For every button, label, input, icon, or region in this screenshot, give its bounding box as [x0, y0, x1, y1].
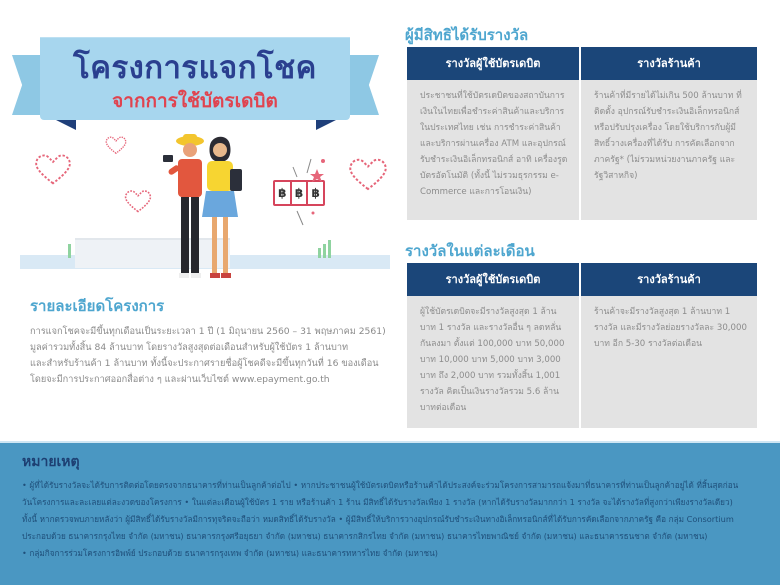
- slot-symbol: ฿: [275, 182, 292, 204]
- table-cell-merchant: ร้านค้าที่มีรายได้ไม่เกิน 500 ล้านบาท ที่ติดตั้ง อุปกรณ์รับชำระเงินอิเล็กทรอนิกส์ หรือปรับปรุงเครื่อง โดยใช้บริการกับผู้มีสิทธิ์วางเครื่องที่ได้รับ การคัดเลือกจากภาครัฐ* (ไม่รวมหน่วยงานภาครัฐ และรัฐวิสาหกิจ): [581, 80, 757, 220]
- table-header-cardholder: รางวัลผู้ใช้บัตรเดบิต: [407, 263, 581, 296]
- sparkle-icon: [285, 155, 335, 235]
- page-title: โครงการแจกโชค: [73, 50, 317, 86]
- couple-illustration: [160, 133, 260, 281]
- plant-decoration: [328, 240, 331, 258]
- plant-decoration: [68, 244, 71, 258]
- details-body: [30, 324, 390, 388]
- table-cell-cardholder: ผู้ใช้บัตรเดบิตจะมีรางวัลสูงสุด 1 ล้านบาท 1 รางวัล และรางวัลอื่น ๆ ลดหลั่นกันลงมา ตั้งแต่ 100,000 บาท 50,000 บาท 10,000 บาท 5,000 บาท 3,000 บาท ถึง 2,000 บาท รวมทั้งสิ้น 1,001 รางวัล คิดเป็นเงินรางวัลรวม 5.6 ล้านบาทต่อเดือน: [407, 296, 581, 428]
- plant-decoration: [318, 248, 321, 258]
- details-heading: รายละเอียดโครงการ: [30, 297, 165, 315]
- table-header-cardholder: รางวัลผู้ใช้บัตรเดบิต: [407, 47, 581, 80]
- hero-illustration: [0, 0, 395, 285]
- eligible-table: [407, 47, 757, 220]
- table-cell-merchant: ร้านค้าจะมีรางวัลสูงสุด 1 ล้านบาท 1 รางวัล และมีรางวัลย่อยรางวัลละ 30,000 บาท อีก 5-30 รางวัลต่อเดือน: [581, 296, 757, 428]
- notes-line: • กลุ่มกิจการร่วมโครงการอิพพ์ย์ ประกอบด้วย ธนาคารกรุงเทพ จำกัด (มหาชน) และธนาคารทหารไทย จำกัด (มหาชน): [22, 548, 438, 558]
- notes-line: วันโครงการและละเลยแต่ละงวดของโครงการ • ในแต่ละเดือนผู้ใช้บัตร 1 ราย หรือร้านค้า 1 ร้าน มีสิทธิ์ได้รับรางวัลเพียง 1 รางวัล (หากได้รับรางวัลมากกว่า 1 รางวัล จะได้รางวัลที่สูงกว่าเพียงรางวัลเดียว): [22, 497, 733, 507]
- notes-heading: หมายเหตุ: [22, 454, 80, 470]
- heart-icon: [348, 156, 388, 192]
- plant-decoration: [323, 244, 326, 258]
- notes-body: [22, 477, 764, 562]
- eligible-heading: ผู้มีสิทธิได้รับรางวัล: [405, 26, 529, 44]
- details-line: โดยจะมีการประกาศออกสื่อต่าง ๆ และผ่านเว็บไซต์ www.epayment.go.th: [30, 374, 330, 385]
- monthly-table: [407, 263, 757, 428]
- notes-line: ประกอบด้วย ธนาคารกรุงไทย จำกัด (มหาชน) ธนาคารกรุงศรีอยุธยา จำกัด (มหาชน) ธนาคารกสิกรไทย จำกัด (มหาชน) ธนาคารไทยพาณิชย์ จำกัด (มหาชน) และธนาคารธนชาต จำกัด (มหาชน): [22, 531, 708, 541]
- table-header-merchant: รางวัลร้านค้า: [581, 263, 757, 296]
- details-line: การแจกโชคจะมีขึ้นทุกเดือนเป็นระยะเวลา 1 ปี (1 มิถุนายน 2560 – 31 พฤษภาคม 2561): [30, 326, 386, 337]
- details-line: และสำหรับร้านค้า 1 ล้านบาท ทั้งนี้จะประกาศรายชื่อผู้โชคดีจะมีขึ้นทุกวันที่ 16 ของเดือน: [30, 358, 379, 369]
- project-details: [30, 294, 390, 388]
- details-line: มูลค่ารวมทั้งสิ้น 84 ล้านบาท โดยรางวัลสูงสุดต่อเดือนสำหรับผู้ใช้บัตร 1 ล้านบาท: [30, 342, 349, 353]
- heart-icon: [124, 188, 152, 214]
- table-cell-cardholder: ประชาชนที่ใช้บัตรเดบิตของสถาบันการเงินในไทยเพื่อชำระค่าสินค้าและบริการในประเทศไทย เช่น การชำระค่าสินค้าและบริการผ่านเครื่อง ATM และอุปกรณ์รับชำระเงินอิเล็กทรอนิกส์ อาทิ เครื่องรูดบัตรอัตโนมัติ (ทั้งนี้ ไม่รวมธุรกรรม e-Commerce และการโอนเงิน): [407, 80, 581, 220]
- slot-symbol: ฿: [311, 186, 320, 200]
- table-header-merchant: รางวัลร้านค้า: [581, 47, 757, 80]
- slot-symbol: ฿: [292, 182, 309, 204]
- page-subtitle: จากการใช้บัตรเดบิต: [112, 90, 278, 112]
- notes-line: ทั้งนี้ หากตรวจพบภายหลังว่า ผู้มีสิทธิ์ได้รับรางวัลมีการทุจริตจะถือว่า หมดสิทธิ์ได้รับรางวัล • ผู้มีสิทธิ์ให้บริการวางอุปกรณ์รับชำระเงินทางอิเล็กทรอนิกส์ที่ได้รับการคัดเลือกจากภาครัฐ คือ กลุ่ม Consortium: [22, 514, 734, 524]
- heart-icon: [105, 135, 127, 155]
- monthly-heading: รางวัลในแต่ละเดือน: [405, 242, 535, 260]
- notes-line: • ผู้ที่ได้รับรางวัลจะได้รับการติดต่อโดยตรงจากธนาคารที่ท่านเป็นลูกค้าต่อไป • หากประชาชนผู้ใช้บัตรเดบิตหรือร้านค้าได้ประสงค์จะร่วมโครงการสามารถแจ้งมาที่ธนาคารที่ท่านเป็นลูกค้าอยู่ได้ ที่สิ้นสุดก่อน: [22, 480, 739, 490]
- heart-icon: [34, 152, 72, 186]
- notes-footer: [0, 441, 780, 585]
